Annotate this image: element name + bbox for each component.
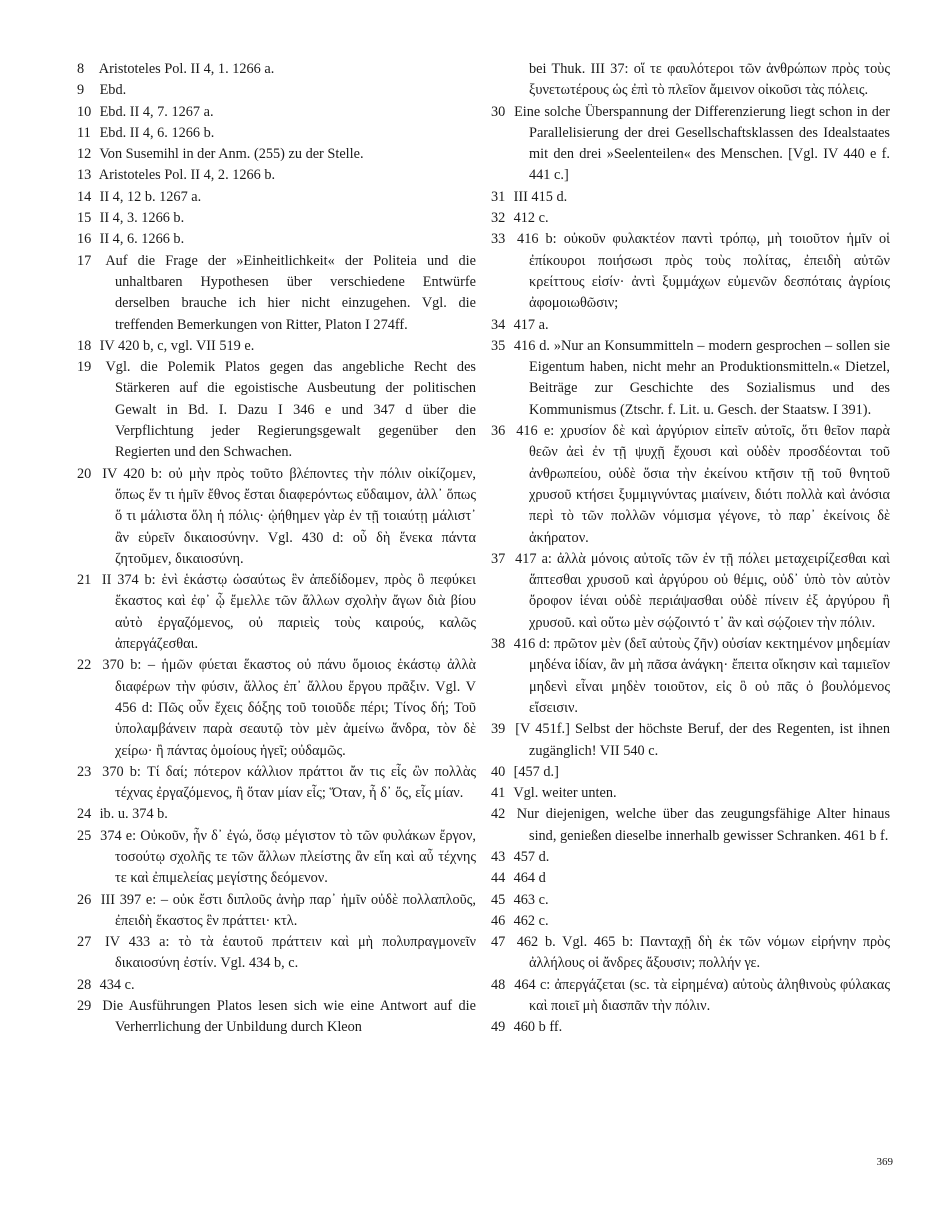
- footnote-text: II 374 b: ἑνὶ ἑκάστῳ ὡσαύτως ἓν ἀπεδίδομεν, πρὸς ὃ πεφύκει ἕκαστος καὶ ἐφ᾽ ᾧ ἔμελλε τῶν ἄλλων σχολὴν ἄγων διὰ βίου αὐτὸ ἐργαζόμενος, οὐ παριεὶς τοὺς καιρούς, καλῶς ἀπεργάζεσθαι.: [101, 572, 476, 653]
- footnote: 43 457 d.: [491, 848, 550, 865]
- footnote: 25 374 e: Οὐκοῦν, ἦν δ᾽ ἐγώ, ὅσῳ μέγιστον τὸ τῶν φυλάκων ἔργον, τοσούτῳ σχολῆς τε τῶν ἄλλων πλείστης ἂν εἴη καὶ αὖ τέχνης τε καὶ ἐπιμελείας μεγίστης δεόμενον.: [77, 827, 476, 887]
- footnote: 28 434 c.: [77, 976, 135, 993]
- footnote: 9 Ebd.: [77, 82, 127, 99]
- footnote: 42 Nur diejenigen, welche über das zeugungsfähige Alter hinaus sind, genießen dieselbe innerhalb gewisser Schranken. 461 b f.: [491, 806, 891, 844]
- footnote: 19 Vgl. die Polemik Platos gegen das angebliche Recht des Stärkeren auf die egoistische Ausbeutung der politischen Gewalt in Bd. I. Dazu I 346 e und 347 d über die Verpflichtung jeder Regierungsgewalt gegenüber den Regierten und den Schwachen.: [77, 359, 476, 461]
- footnote: 39 [V 451f.] Selbst der höchste Beruf, der des Regenten, ist ihnen zugänglich! VII 540 c.: [491, 721, 890, 759]
- footnote-text: Aristoteles Pol. II 4, 1. 1266 a.: [98, 61, 275, 77]
- footnote: 30 Eine solche Überspannung der Differenzierung liegt schon in der Parallelisierung der drei Gesellschaftsklassen des Idealstaates mit den drei »Seelenteilen« des Menschen. [Vgl. IV 440 e f. 441 c.]: [491, 103, 891, 184]
- footnote: [510, 59, 890, 102]
- footnote-text: 417 a.: [513, 316, 549, 333]
- footnote: 29 Die Ausführungen Platos lesen sich wie eine Antwort auf die Verherrlichung der Unbildung durch Kleon: [77, 998, 477, 1036]
- footnote-text: 457 d.: [513, 848, 550, 865]
- footnote-text: Auf die Frage der »Einheitlichkeit« der Politeia und die unhaltbaren Hypothesen über verschiedene Entwürfe derselben brauche ich hier nicht einzugehen. Vgl. die treffenden Bemerkungen von Ritter, Platon I 274ff.: [105, 252, 476, 333]
- footnotes-right-column: [491, 59, 891, 1039]
- footnote-text: 412 c.: [513, 210, 549, 227]
- footnote: 32 412 c.: [491, 210, 549, 227]
- footnote-text: 370 b: Τί δαί; πότερον κάλλιον πράττοι ἄν τις εἷς ὢν πολλὰς τέχνας ἐργαζόμενος, ἢ ὅταν μίαν εἷς; Ὅταν, ἦ δ᾽ ὅς, εἷς μίαν.: [102, 763, 476, 802]
- footnote-text: 464 c: ἀπεργάζεται (sc. τὰ εἰρημένα) αὐτοὺς ἀληθινοὺς φύλακας καὶ ποιεῖ μὴ διασπᾶν τὴν πόλιν.: [514, 976, 890, 1015]
- footnote-text: 434 c.: [99, 976, 135, 993]
- footnote: 17 Auf die Frage der »Einheitlichkeit« der Politeia und die unhaltbaren Hypothesen über verschiedene Entwürfe derselben brauche ich hier nicht einzugehen. Vgl. die treffenden Bemerkungen von Ritter, Platon I 274ff.: [77, 252, 476, 333]
- footnote-text: Die Ausführungen Platos lesen sich wie eine Antwort auf die Verherrlichung der Unbildung durch Kleon: [102, 998, 477, 1036]
- footnote-text: 416 d. »Nur an Konsummitteln – modern gesprochen – sollen sie Eigentum haben, nicht mehr an Produktionsmitteln.« Dietzel, Beiträge zur Geschichte des Sozialismus und des Kommunismus (Ztschr. f. Lit. u. Gesch. der Staatsw. I 391).: [513, 337, 890, 418]
- footnote: 31 III 415 d.: [491, 188, 568, 205]
- footnote: 48 464 c: ἀπεργάζεται (sc. τὰ εἰρημένα) αὐτοὺς ἀληθινοὺς φύλακας καὶ ποιεῖ μὴ διασπᾶν τὴν πόλιν.: [491, 976, 890, 1015]
- footnote-text: IV 433 a: τὸ τὰ ἑαυτοῦ πράττειν καὶ μὴ πολυπραγμονεῖν δικαιοσύνη ἐστίν. Vgl. 434 b, c.: [104, 934, 476, 972]
- footnote-text: II 4, 3. 1266 b.: [99, 210, 185, 227]
- footnote-text: II 4, 12 b. 1267 a.: [99, 188, 202, 205]
- footnote-text: Nur diejenigen, welche über das zeugungsfähige Alter hinaus sind, genießen dieselbe innerhalb gewisser Schranken. 461 b f.: [516, 806, 891, 844]
- footnote: 13 Aristoteles Pol. II 4, 2. 1266 b.: [77, 167, 276, 184]
- footnote-text: 416 e: χρυσίον δὲ καὶ ἀργύριον εἰπεῖν αὐτοῖς, ὅτι θεῖον παρὰ θεῶν ἀεὶ ἐν τῇ ψυχῇ ἔχουσι καὶ οὐδὲν προσδέονται τοῦ ἀνθρωπείου, οὐδὲ ὅσια τὴν ἐκείνου κτῆσιν τῇ τοῦ θνητοῦ χρυσοῦ κτήσει ξυμμιγνύντας μιαίνειν, διότι πολλὰ καὶ ἀνόσια περὶ τὸ τῶν πολλῶν νόμισμα γέγονε, τὸ παρ᾽ ἐκείνοις δὲ ἀκήρατον.: [516, 423, 890, 546]
- footnote-text: 463 c.: [513, 891, 549, 908]
- footnote: 37 417 a: ἀλλὰ μόνοις αὐτοῖς τῶν ἐν τῇ πόλει μεταχειρίζεσθαι καὶ ἅπτεσθαι χρυσοῦ καὶ ἀργύρου οὐ θέμις, οὐδ᾽ ὑπὸ τὸν αὐτὸν ὄροφον ἰέναι οὐδὲ περιάψασθαι οὐδὲ πίνειν ἐξ ἀργύρου ἢ χρυσοῦ. καὶ οὕτω μὲν σῴζοιντό τ᾽ ἂν καὶ σῴζοιεν τὴν πόλιν.: [491, 550, 891, 631]
- footnote-text: bei Thuk. III 37: οἵ τε φαυλότεροι τῶν ἀνθρώπων πρὸς τοὺς ξυνετωτέρους ὡς ἐπὶ τὸ πλεῖον ἄμεινον οἰκοῦσι τὰς πόλεις.: [529, 61, 890, 99]
- footnote-text: Vgl. weiter unten.: [513, 785, 617, 802]
- footnote-text: 374 e: Οὐκοῦν, ἦν δ᾽ ἐγώ, ὅσῳ μέγιστον τὸ τῶν φυλάκων ἔργον, τοσούτῳ σχολῆς τε τῶν ἄλλων πλείστης ἂν εἴη καὶ αὖ τέχνης τε καὶ ἐπιμελείας μεγίστης δεόμενον.: [100, 827, 476, 887]
- footnote-text: 462 c.: [513, 912, 549, 929]
- footnote: 24 ib. u. 374 b.: [77, 806, 168, 823]
- footnote-text: IV 420 b: οὐ μὴν πρὸς τοῦτο βλέποντες τὴν πόλιν οἰκίζομεν, ὅπως ἕν τι ἡμῖν ἔθνος ἔσται διαφερόντως εὔδαιμον, ἀλλ᾽ ὅπως ὅ τι μάλιστα ὅλη ἡ πόλις· ᾠήθημεν γὰρ ἐν τῇ τοιαύτῃ μάλιστ᾽ ἂν εὑρεῖν δικαιοσύνην. Vgl. 430 d: οὗ δὴ ἕνεκα πάντα ζητοῦμεν, δικαιοσύνη.: [102, 465, 476, 567]
- footnote-text: Vgl. die Polemik Platos gegen das angebliche Recht des Stärkeren auf die egoistische Ausbeutung der politischen Gewalt in Bd. I. Dazu I 346 e und 347 d über die Verpflichtung jeder Regierungsgewalt gegenüber den Regierten und den Schwachen.: [105, 359, 476, 461]
- footnote: 16 II 4, 6. 1266 b.: [77, 231, 185, 248]
- footnote: 33 416 b: οὐκοῦν φυλακτέον παντὶ τρόπῳ, μὴ τοιοῦτον ἡμῖν οἱ ἐπίκουροι ποιήσωσι πρὸς τοὺς πολίτας, ἐπειδὴ αὐτῶν κρείττους εἰσίν· ἀντὶ ξυμμάχων εὐμενῶν δεσπόταις ἀγρίοις ἀφομοιωθῶσιν;: [491, 231, 890, 312]
- footnote-text: II 4, 6. 1266 b.: [99, 231, 185, 248]
- footnote-text: Ebd. II 4, 6. 1266 b.: [99, 124, 215, 141]
- footnote: 27 IV 433 a: τὸ τὰ ἑαυτοῦ πράττειν καὶ μὴ πολυπραγμονεῖν δικαιοσύνη ἐστίν. Vgl. 434 b, c.: [77, 934, 476, 972]
- footnote-text: 417 a: ἀλλὰ μόνοις αὐτοῖς τῶν ἐν τῇ πόλει μεταχειρίζεσθαι καὶ ἅπτεσθαι χρυσοῦ καὶ ἀργύρου οὐ θέμις, οὐδ᾽ ὑπὸ τὸν αὐτὸν ὄροφον ἰέναι οὐδὲ περιάψασθαι οὐδὲ πίνειν ἐξ ἀργύρου ἢ χρυσοῦ. καὶ οὕτω μὲν σῴζοιντό τ᾽ ἂν καὶ σῴζοιεν τὴν πόλιν.: [515, 550, 891, 631]
- footnote: 10 Ebd. II 4, 7. 1267 a.: [77, 103, 214, 120]
- footnote: 44 464 d: [491, 870, 546, 887]
- footnote-text: 462 b. Vgl. 465 b: Πανταχῇ δὴ ἐκ τῶν νόμων εἰρήνην πρὸς ἀλλήλους οἱ ἄνδρες ἄξουσιν; πολλήν γε.: [516, 934, 890, 972]
- footnote: 8 Aristoteles Pol. II 4, 1. 1266 a.: [77, 61, 275, 77]
- footnote-text: [457 d.]: [513, 763, 559, 780]
- footnote-text: III 397 e: – οὐκ ἔστι διπλοῦς ἀνὴρ παρ᾽ ἡμῖν οὐδὲ πολλαπλοῦς, ἐπειδὴ ἕκαστος ἓν πράττει· κτλ.: [100, 891, 476, 929]
- footnote-text: Aristoteles Pol. II 4, 2. 1266 b.: [98, 167, 276, 184]
- footnote: 38 416 d: πρῶτον μὲν (δεῖ αὐτοὺς ζῆν) οὐσίαν κεκτημένον μηδεμίαν μηδένα ἰδίαν, ἂν μὴ πᾶσα ἀνάγκη· ἔπειτα οἴκησιν καὶ ταμιεῖον μηδενὶ εἶναι μηδὲν τοιοῦτον, εἰς ὃ οὐ πᾶς ὁ βουλόμενος εἴσεισιν.: [491, 636, 891, 716]
- footnote: 20 IV 420 b: οὐ μὴν πρὸς τοῦτο βλέποντες τὴν πόλιν οἰκίζομεν, ὅπως ἕν τι ἡμῖν ἔθνος ἔσται διαφερόντως εὔδαιμον, ἀλλ᾽ ὅπως ὅ τι μάλιστα ὅλη ἡ πόλις· ᾠήθημεν γὰρ ἐν τῇ τοιαύτῃ μάλιστ᾽ ἂν εὑρεῖν δικαιοσύνην. Vgl. 430 d: οὗ δὴ ἕνεκα πάντα ζητοῦμεν, δικαιοσύνη.: [77, 465, 476, 567]
- footnotes-left-column: [77, 59, 477, 1039]
- footnote: 12 Von Susemihl in der Anm. (255) zu der Stelle.: [77, 146, 364, 163]
- footnote-text: III 415 d.: [513, 188, 568, 205]
- page-number: 369: [876, 1156, 893, 1168]
- footnote: 34 417 a.: [491, 316, 549, 333]
- footnote: 14 II 4, 12 b. 1267 a.: [77, 188, 202, 205]
- footnote-text: 416 d: πρῶτον μὲν (δεῖ αὐτοὺς ζῆν) οὐσίαν κεκτημένον μηδεμίαν μηδένα ἰδίαν, ἂν μὴ πᾶσα ἀνάγκη· ἔπειτα οἴκησιν καὶ ταμιεῖον μηδενὶ εἶναι μηδὲν τοιοῦτον, εἰς ὃ οὐ πᾶς ὁ βουλόμενος εἴσεισιν.: [513, 636, 891, 716]
- footnote-text: [V 451f.] Selbst der höchste Beruf, der des Regenten, ist ihnen zugänglich! VII 540 c.: [515, 721, 890, 759]
- footnote-text: 460 b ff.: [513, 1019, 563, 1036]
- footnote-text: 416 b: οὐκοῦν φυλακτέον παντὶ τρόπῳ, μὴ τοιοῦτον ἡμῖν οἱ ἐπίκουροι ποιήσωσι πρὸς τοὺς πολίτας, ἐπειδὴ αὐτῶν κρείττους εἰσίν· ἀντὶ ξυμμάχων εὐμενῶν δεσπόταις ἀγρίοις ἀφομοιωθῶσιν;: [517, 231, 890, 312]
- footnote-text: ib. u. 374 b.: [99, 806, 168, 823]
- footnote-text: Ebd.: [99, 82, 127, 99]
- footnote: 26 III 397 e: – οὐκ ἔστι διπλοῦς ἀνὴρ παρ᾽ ἡμῖν οὐδὲ πολλαπλοῦς, ἐπειδὴ ἕκαστος ἓν πράττει· κτλ.: [77, 891, 476, 929]
- footnote-text: Von Susemihl in der Anm. (255) zu der Stelle.: [99, 146, 364, 163]
- footnote: 11 Ebd. II 4, 6. 1266 b.: [77, 124, 215, 141]
- footnote-text: 370 b: – ἡμῶν φύεται ἕκαστος οὐ πάνυ ὅμοιος ἑκάστῳ ἀλλὰ διαφέρων τὴν φύσιν, ἄλλος ἐπ᾽ ἄλλου ἔργου πρᾶξιν. Vgl. V 456 d: Πῶς οὖν ἔχεις δόξης τοῦ τοιοῦδε πέρι; Τίνος δή; Τοῦ ὑπολαμβάνειν παρὰ σεαυτῷ τὸν μὲν ἀμείνω ἄνδρα, τὸν δὲ χείρω· ἢ πάντας ὁμοίους ἡγεῖ; οὐδαμῶς.: [102, 657, 476, 759]
- footnote: 36 416 e: χρυσίον δὲ καὶ ἀργύριον εἰπεῖν αὐτοῖς, ὅτι θεῖον παρὰ θεῶν ἀεὶ ἐν τῇ ψυχῇ ἔχουσι καὶ οὐδὲν προσδέονται τοῦ ἀνθρωπείου, οὐδὲ ὅσια τὴν ἐκείνου κτῆσιν τῇ τοῦ θνητοῦ χρυσοῦ κτήσει ξυμμιγνύντας μιαίνειν, διότι πολλὰ καὶ ἀνόσια περὶ τὸ τῶν πολλῶν νόμισμα γέγονε, τὸ παρ᾽ ἐκείνοις δὲ ἀκήρατον.: [491, 423, 890, 546]
- footnote: 21 II 374 b: ἑνὶ ἑκάστῳ ὡσαύτως ἓν ἀπεδίδομεν, πρὸς ὃ πεφύκει ἕκαστος καὶ ἐφ᾽ ᾧ ἔμελλε τῶν ἄλλων σχολὴν ἄγων διὰ βίου αὐτὸ ἐργαζόμενος, οὐ παριεὶς τοὺς καιρούς, καλῶς ἀπεργάζεσθαι.: [77, 572, 476, 653]
- footnote: 18 IV 420 b, c, vgl. VII 519 e.: [77, 337, 255, 354]
- footnote: 49 460 b ff.: [491, 1019, 563, 1036]
- footnote: 15 II 4, 3. 1266 b.: [77, 210, 185, 227]
- footnote: 45 463 c.: [491, 891, 549, 908]
- footnote: 23 370 b: Τί δαί; πότερον κάλλιον πράττοι ἄν τις εἷς ὢν πολλὰς τέχνας ἐργαζόμενος, ἢ ὅταν μίαν εἷς; Ὅταν, ἦ δ᾽ ὅς, εἷς μίαν.: [77, 763, 476, 802]
- footnote: 46 462 c.: [491, 912, 549, 929]
- footnote-text: Eine solche Überspannung der Differenzierung liegt schon in der Parallelisierung der drei Gesellschaftsklassen des Idealstaates mit den drei »Seelenteilen« des Menschen. [Vgl. IV 440 e f. 441 c.]: [514, 103, 891, 184]
- footnote: 35 416 d. »Nur an Konsummitteln – modern gesprochen – sollen sie Eigentum haben, nicht mehr an Produktionsmitteln.« Dietzel, Beiträge zur Geschichte des Sozialismus und des Kommunismus (Ztschr. f. Lit. u. Gesch. der Staatsw. I 391).: [491, 337, 890, 418]
- footnote-text: 464 d: [513, 870, 546, 887]
- footnote: 40 [457 d.]: [491, 763, 559, 780]
- footnote: 41 Vgl. weiter unten.: [491, 785, 617, 802]
- footnote-text: Ebd. II 4, 7. 1267 a.: [99, 103, 214, 120]
- footnote: 22 370 b: – ἡμῶν φύεται ἕκαστος οὐ πάνυ ὅμοιος ἑκάστῳ ἀλλὰ διαφέρων τὴν φύσιν, ἄλλος ἐπ᾽ ἄλλου ἔργου πρᾶξιν. Vgl. V 456 d: Πῶς οὖν ἔχεις δόξης τοῦ τοιοῦδε πέρι; Τίνος δή; Τοῦ ὑπολαμβάνειν παρὰ σεαυτῷ τὸν μὲν ἀμείνω ἄνδρα, τὸν δὲ χείρω· ἢ πάντας ὁμοίους ἡγεῖ; οὐδαμῶς.: [77, 657, 476, 759]
- footnote-text: IV 420 b, c, vgl. VII 519 e.: [99, 337, 255, 354]
- footnote: 47 462 b. Vgl. 465 b: Πανταχῇ δὴ ἐκ τῶν νόμων εἰρήνην πρὸς ἀλλήλους οἱ ἄνδρες ἄξουσιν; πολλήν γε.: [491, 934, 890, 972]
